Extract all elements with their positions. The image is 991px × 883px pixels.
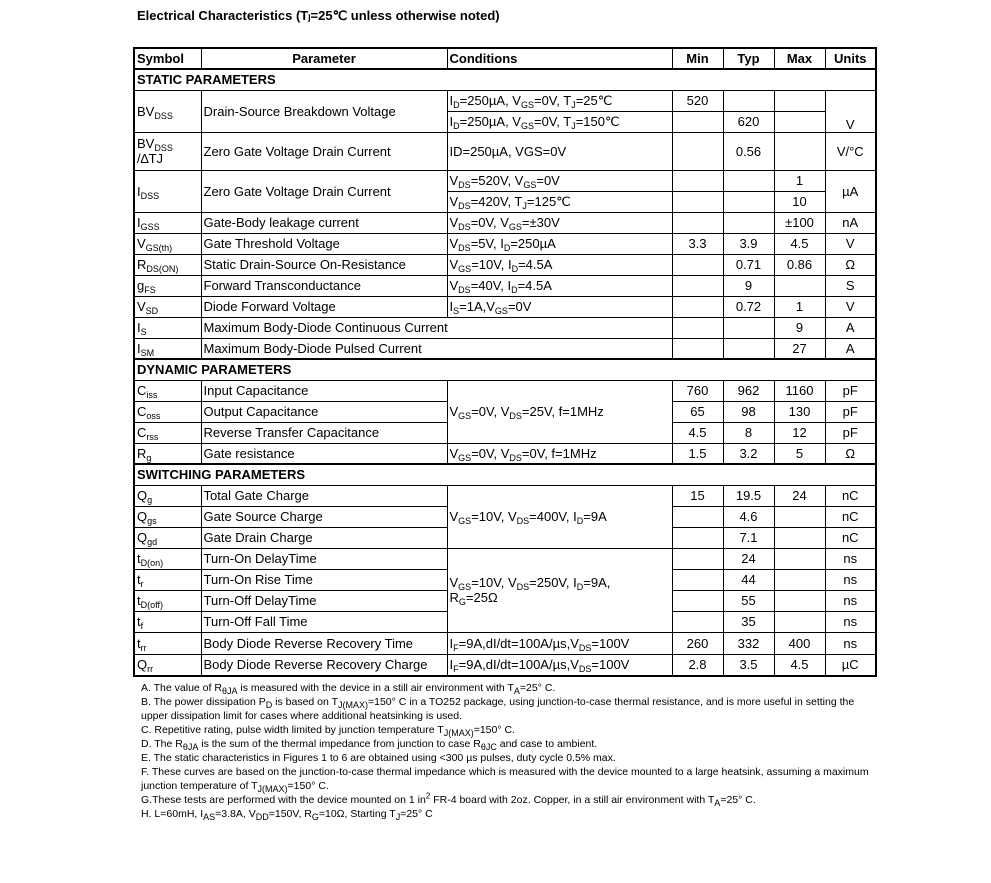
param-cell: Total Gate Charge [201, 485, 447, 506]
cond-cell: $V_{GS}=10V$, $I_D=4.5A$ [447, 254, 672, 275]
unit-cell: V [825, 233, 876, 254]
param-cell: Input Capacitance [201, 380, 447, 401]
symbol-cell: $I_{DSS}$ [134, 170, 201, 212]
unit-cell: µC [825, 654, 876, 676]
cond-cell: $V_{DS}=40V$, $I_D=4.5A$ [447, 275, 672, 296]
note-h: H. L=60mH, $I_{AS}=3.8A$, $V_{DD}=150V$, $R_G=10\Omega$, Starting $T_J=25^\circ$ C [141, 808, 433, 822]
typ-cell: 3.2 [723, 443, 774, 464]
page-title: Electrical Characteristics (Tⱼ=25℃ unless otherwise noted) [137, 8, 500, 23]
table-row [134, 296, 876, 317]
unit-text: V [845, 116, 855, 132]
param-cell: Gate Threshold Voltage [201, 233, 447, 254]
max-cell [774, 506, 825, 527]
param-cell: Turn-On Rise Time [201, 569, 447, 590]
min-cell [672, 506, 723, 527]
cond-cell: $I_D=250\mu A$, $V_{GS}=0V$, $T_J=25℃$ [447, 90, 672, 111]
typ-cell: 98 [723, 401, 774, 422]
symbol-cell: $Q_{gs}$ [134, 506, 201, 527]
min-cell [672, 132, 723, 170]
min-cell [672, 569, 723, 590]
header-min: Min [672, 48, 723, 69]
min-cell [672, 611, 723, 632]
max-cell [774, 548, 825, 569]
max-cell: 400 [774, 632, 825, 654]
header-typ: Typ [723, 48, 774, 69]
symbol-cell: $t_r$ [134, 569, 201, 590]
min-cell: 1.5 [672, 443, 723, 464]
max-cell: ±100 [774, 212, 825, 233]
cond-cell: $I_S=1A,V_{GS}=0V$ [447, 296, 672, 317]
max-cell: 4.5 [774, 233, 825, 254]
min-cell [672, 338, 723, 359]
max-cell [774, 611, 825, 632]
cond-cell: $I_F=9A,dI/dt=100A/\mu s,V_{DS}=100V$ [447, 654, 672, 676]
min-cell: 520 [672, 90, 723, 111]
symbol-cell: $BV_{DSS}$ /∆TJ [134, 132, 201, 170]
table-row [134, 380, 876, 401]
typ-cell: 0.72 [723, 296, 774, 317]
typ-cell: 332 [723, 632, 774, 654]
unit-cell: S [825, 275, 876, 296]
header-conditions: Conditions [447, 48, 672, 69]
symbol-cell: $BV_{DSS}$ [134, 90, 201, 132]
unit-cell: A [825, 317, 876, 338]
unit-cell: ns [825, 569, 876, 590]
param-cell: Diode Forward Voltage [201, 296, 447, 317]
max-cell: 4.5 [774, 654, 825, 676]
table-row [134, 485, 876, 506]
min-cell [672, 296, 723, 317]
max-cell [774, 111, 825, 132]
section-dynamic [134, 359, 876, 380]
min-cell: 2.8 [672, 654, 723, 676]
min-cell: 760 [672, 380, 723, 401]
header-max: Max [774, 48, 825, 69]
table-row [134, 275, 876, 296]
typ-cell: 620 [723, 111, 774, 132]
typ-cell: 8 [723, 422, 774, 443]
max-cell [774, 275, 825, 296]
max-cell: 0.86 [774, 254, 825, 275]
symbol-cell: $R_{DS(ON)}$ [134, 254, 201, 275]
min-cell: 260 [672, 632, 723, 654]
note-b: B. The power dissipation $P_D$ is based on $T_{J(MAX)}=150^\circ$ C in a TO252 package, using junction-to-case thermal resistance, and is more useful in setting the upper dissipation limit for cases where additional heatsinking is used. [141, 696, 855, 722]
max-cell [774, 132, 825, 170]
max-cell: 27 [774, 338, 825, 359]
header-units: Units [825, 48, 876, 69]
param-cell: Reverse Transfer Capacitance [201, 422, 447, 443]
param-cell: Turn-Off Fall Time [201, 611, 447, 632]
header-symbol: Symbol [134, 48, 201, 69]
typ-cell: 4.6 [723, 506, 774, 527]
typ-cell: 0.56 [723, 132, 774, 170]
min-cell [672, 111, 723, 132]
param-cell: Gate resistance [201, 443, 447, 464]
unit-cell: nC [825, 527, 876, 548]
max-cell: 1 [774, 296, 825, 317]
symbol-cell: $t_{rr}$ [134, 632, 201, 654]
symbol-cell: $Q_{rr}$ [134, 654, 201, 676]
max-cell: 12 [774, 422, 825, 443]
max-cell: 1160 [774, 380, 825, 401]
symbol-cell: $I_{SM}$ [134, 338, 201, 359]
typ-cell [723, 191, 774, 212]
min-cell [672, 275, 723, 296]
min-cell [672, 212, 723, 233]
min-cell [672, 170, 723, 191]
footnotes [141, 681, 871, 821]
unit-cell: nA [825, 212, 876, 233]
cond-cell: $V_{GS}=10V$, $V_{DS}=400V$, $I_D=9A$ [447, 485, 672, 548]
min-cell: 4.5 [672, 422, 723, 443]
cond-cell: $V_{DS}=420V$, $T_J=125℃$ [447, 191, 672, 212]
max-cell: 9 [774, 317, 825, 338]
table-row [134, 548, 876, 569]
param-cell: Drain-Source Breakdown Voltage [201, 90, 447, 132]
header-parameter: Parameter [201, 48, 447, 69]
cond-cell: $V_{DS}=5V$, $I_D=250\mu A$ [447, 233, 672, 254]
table-row [134, 233, 876, 254]
typ-cell: 24 [723, 548, 774, 569]
symbol-cell: $t_{D(on)}$ [134, 548, 201, 569]
min-cell: 3.3 [672, 233, 723, 254]
unit-cell: V [825, 296, 876, 317]
max-cell: 24 [774, 485, 825, 506]
param-cell: Zero Gate Voltage Drain Current [201, 132, 447, 170]
unit-cell: pF [825, 401, 876, 422]
max-cell: 5 [774, 443, 825, 464]
symbol-cell: $C_{iss}$ [134, 380, 201, 401]
min-cell [672, 527, 723, 548]
cond-cell: $V_{DS}=0V$, $V_{GS}=\pm 30V$ [447, 212, 672, 233]
min-cell [672, 191, 723, 212]
unit-cell [825, 90, 876, 132]
table-row [134, 212, 876, 233]
min-cell: 65 [672, 401, 723, 422]
typ-cell: 9 [723, 275, 774, 296]
unit-cell: ns [825, 611, 876, 632]
cond-cell: $I_F=9A,dI/dt=100A/\mu s,V_{DS}=100V$ [447, 632, 672, 654]
section-title: DYNAMIC PARAMETERS [134, 359, 876, 380]
cond-cell: $V_{GS}=0V$, $V_{DS}=25V$, f=1MHz [447, 380, 672, 443]
unit-cell: A [825, 338, 876, 359]
unit-cell: Ω [825, 443, 876, 464]
param-cell: Turn-Off DelayTime [201, 590, 447, 611]
param-cell: Zero Gate Voltage Drain Current [201, 170, 447, 212]
section-switching [134, 464, 876, 485]
table-row [134, 443, 876, 464]
typ-cell: 3.5 [723, 654, 774, 676]
note-g: G.These tests are performed with the device mounted on 1 $in^2$ FR-4 board with 2oz. Copper, in a still air environment with $T_A=25^\circ$ C. [141, 791, 756, 808]
symbol-cell: $I_S$ [134, 317, 201, 338]
symbol-cell: $V_{SD}$ [134, 296, 201, 317]
symbol-cell: $C_{rss}$ [134, 422, 201, 443]
symbol-cell: $Q_{gd}$ [134, 527, 201, 548]
unit-cell: pF [825, 380, 876, 401]
min-cell [672, 254, 723, 275]
symbol-cell: $I_{GSS}$ [134, 212, 201, 233]
min-cell [672, 548, 723, 569]
typ-cell [723, 170, 774, 191]
table-row [134, 254, 876, 275]
symbol-cell: $C_{oss}$ [134, 401, 201, 422]
typ-cell: 44 [723, 569, 774, 590]
note-a: A. The value of $R_{\theta JA}$ is measured with the device in a still air environment with $T_A=25^\circ$ C. [141, 682, 556, 696]
max-cell: 130 [774, 401, 825, 422]
param-cell: Output Capacitance [201, 401, 447, 422]
unit-cell: ns [825, 548, 876, 569]
unit-cell: nC [825, 506, 876, 527]
unit-cell: Ω [825, 254, 876, 275]
table-row [134, 317, 876, 338]
section-title: SWITCHING PARAMETERS [134, 464, 876, 485]
cond-cell: $V_{GS}=0V$, $V_{DS}=0V$, f=1MHz [447, 443, 672, 464]
section-title: STATIC PARAMETERS [134, 69, 876, 90]
note-c: C. Repetitive rating, pulse width limited by junction temperature $T_{J(MAX)}=150^\circ$ C. [141, 724, 515, 738]
header-row [134, 48, 876, 69]
typ-cell [723, 317, 774, 338]
table-row [134, 654, 876, 676]
note-e: E. The static characteristics in Figures 1 to 6 are obtained using <300 µs pulses, duty cycle 0.5% max. [141, 752, 616, 764]
max-cell: 1 [774, 170, 825, 191]
typ-cell [723, 90, 774, 111]
symbol-cell: $Q_g$ [134, 485, 201, 506]
cond-cell: $V_{DS}=520V$, $V_{GS}=0V$ [447, 170, 672, 191]
table-row [134, 632, 876, 654]
typ-cell: 19.5 [723, 485, 774, 506]
max-cell [774, 590, 825, 611]
table-row [134, 90, 876, 111]
param-cell: Turn-On DelayTime [201, 548, 447, 569]
unit-cell: µA [825, 170, 876, 212]
table-row [134, 170, 876, 191]
min-cell: 15 [672, 485, 723, 506]
param-cell: Body Diode Reverse Recovery Time [201, 632, 447, 654]
unit-cell: V/°C [825, 132, 876, 170]
table-row [134, 132, 876, 170]
cond-cell: $V_{GS}=10V$, $V_{DS}=250V$, $I_D=9A$, $R_G=25\Omega$ [447, 548, 672, 632]
note-f: F. These curves are based on the junction-to-case thermal impedance which is measured with the device mounted to a large heatsink, assuming a maximum junction temperature of $T_{J(MAX)}=150^\circ$ C. [141, 766, 869, 794]
symbol-cell: $R_g$ [134, 443, 201, 464]
min-cell [672, 317, 723, 338]
typ-cell: 3.9 [723, 233, 774, 254]
symbol-cell: $t_f$ [134, 611, 201, 632]
unit-cell: ns [825, 632, 876, 654]
max-cell [774, 527, 825, 548]
max-cell [774, 569, 825, 590]
cond-cell: $I_D=250\mu A$, $V_{GS}=0V$, $T_J=150℃$ [447, 111, 672, 132]
electrical-characteristics-table [133, 47, 877, 677]
table-row [134, 338, 876, 359]
cond-cell: ID=250µA, VGS=0V [447, 132, 672, 170]
symbol-cell: $g_{FS}$ [134, 275, 201, 296]
param-cell: Body Diode Reverse Recovery Charge [201, 654, 447, 676]
typ-cell [723, 338, 774, 359]
unit-cell: ns [825, 590, 876, 611]
min-cell [672, 590, 723, 611]
section-static [134, 69, 876, 90]
symbol-cell: $V_{GS(th)}$ [134, 233, 201, 254]
param-cell: Static Drain-Source On-Resistance [201, 254, 447, 275]
typ-cell: 962 [723, 380, 774, 401]
typ-cell: 55 [723, 590, 774, 611]
param-cell: Gate Source Charge [201, 506, 447, 527]
typ-cell: 35 [723, 611, 774, 632]
param-cell: Maximum Body-Diode Continuous Current [201, 317, 672, 338]
param-cell: Maximum Body-Diode Pulsed Current [201, 338, 672, 359]
unit-cell: nC [825, 485, 876, 506]
max-cell [774, 90, 825, 111]
typ-cell [723, 212, 774, 233]
symbol-cell: $t_{D(off)}$ [134, 590, 201, 611]
note-d: D. The $R_{\theta JA}$ is the sum of the thermal impedance from junction to case $R_{\theta JC}$ and case to ambient. [141, 738, 598, 752]
unit-cell: pF [825, 422, 876, 443]
param-cell: Gate Drain Charge [201, 527, 447, 548]
param-cell: Gate-Body leakage current [201, 212, 447, 233]
max-cell: 10 [774, 191, 825, 212]
typ-cell: 7.1 [723, 527, 774, 548]
param-cell: Forward Transconductance [201, 275, 447, 296]
typ-cell: 0.71 [723, 254, 774, 275]
